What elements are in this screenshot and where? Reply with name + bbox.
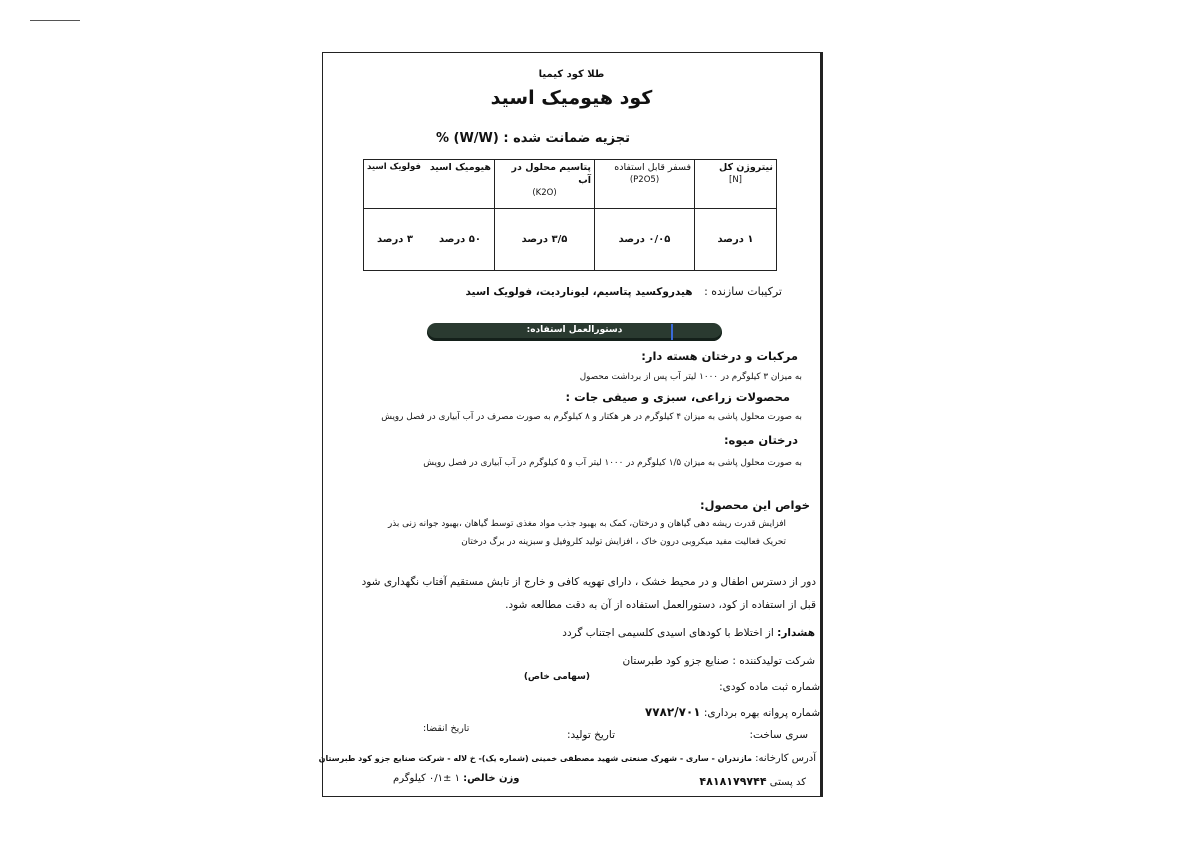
factory-address xyxy=(319,753,816,764)
properties-line: افزایش قدرت ریشه دهی گیاهان و درختان، کمک به بهبود جذب مواد مغذی توسط گیاهان ،بهبود جوانه زنی بذر xyxy=(388,519,786,529)
properties-heading: خواص این محصول: xyxy=(699,498,810,512)
warning-label: هشدار: xyxy=(777,627,815,639)
producer xyxy=(623,655,816,667)
section-heading: درختان میوه: xyxy=(723,433,798,447)
storage-line: دور از دسترس اطفال و در محیط خشک ، دارای تهویه کافی و خارج از تابش مستقیم آفتاب نگهداری شود xyxy=(361,576,816,588)
warning-text: از اختلاط با کودهای اسیدی کلسیمی اجتناب گردد xyxy=(562,627,774,639)
product-label xyxy=(318,52,823,797)
ingredients-value: هیدروکسید پتاسیم، لیوناردیت، فولویک اسید xyxy=(465,286,693,298)
instructions-bar-mark xyxy=(671,324,673,340)
table-cell-humic: ۵۰ درصد xyxy=(438,234,481,245)
warning xyxy=(562,627,815,639)
table-row xyxy=(364,209,777,271)
postal-code-label: کد پستی xyxy=(769,777,806,788)
license-value: ۷۷۸۲/۷۰۱ xyxy=(644,705,701,719)
ingredients xyxy=(465,285,782,298)
producer-value: صنایع جزو کود طبرستان xyxy=(622,655,729,667)
storage-line: قبل از استفاده از کود، دستورالعمل استفاده از آن به دقت مطالعه شود. xyxy=(505,599,816,611)
section-text: به صورت محلول پاشی به میزان ۱/۵ کیلوگرم در ۱۰۰۰ لیتر آب و ۵ کیلوگرم در آب آبیاری در فصل رویش xyxy=(423,458,802,468)
net-weight-label: وزن خالص: xyxy=(463,773,520,784)
net-weight-unit: کیلوگرم xyxy=(393,773,426,784)
postal-code xyxy=(699,775,806,788)
factory-address-value: مازندران - ساری - شهرک صنعتی شهید مصطفی خمینی (شماره یک)- خ لاله - شرکت صنایع جزو کود طبرستان xyxy=(318,754,752,763)
ingredients-label: ترکیبات سازنده : xyxy=(704,285,782,298)
registration-label: شماره ثبت ماده کودی: xyxy=(719,681,820,693)
instructions-title: دستورالعمل استفاده: xyxy=(526,325,623,335)
table-cell-fulvic: ۳ درصد xyxy=(377,234,413,245)
net-weight xyxy=(393,773,520,784)
section-text: به میزان ۳ کیلوگرم در ۱۰۰۰ لیتر آب پس از برداشت محصول xyxy=(579,372,802,382)
brand-name: طلا کود کیمیا xyxy=(538,69,605,80)
table-header: پتاسیم محلول در آب (K2O) xyxy=(495,160,595,209)
table-cell xyxy=(364,209,495,271)
table-header: نیتروژن کل [N] xyxy=(695,160,777,209)
table-cell: ۳/۵ درصد xyxy=(495,209,595,271)
producer-type: (سهامی خاص) xyxy=(523,672,590,682)
production-date-label: تاریخ تولید: xyxy=(567,729,615,741)
product-title: کود هیومیک اسید xyxy=(490,87,653,109)
section-text: به صورت محلول پاشی به میزان ۴ کیلوگرم در هر هکتار و ۸ کیلوگرم به صورت مصرف در آب آبیاری در فصل رویش xyxy=(381,412,802,422)
properties-line: تحریک فعالیت مفید میکروبی درون خاک ، افزایش تولید کلروفیل و سبزینه در برگ درختان xyxy=(461,537,786,547)
expiry-date-label: تاریخ انقضا: xyxy=(423,723,470,734)
table-header: فسفر قابل استفاده (P2O5) xyxy=(595,160,695,209)
batch-label: سری ساخت: xyxy=(749,729,808,741)
analysis-table xyxy=(363,159,777,271)
producer-label: شرکت تولیدکننده : xyxy=(732,655,815,667)
section-heading: مرکبات و درختان هسته دار: xyxy=(641,349,798,363)
table-cell: ۰/۰۵ درصد xyxy=(595,209,695,271)
factory-address-label: آدرس کارخانه: xyxy=(755,753,816,764)
table-cell: ۱ درصد xyxy=(695,209,777,271)
instructions-bar xyxy=(427,323,722,341)
postal-code-value: ۴۸۱۸۱۷۹۷۴۴ xyxy=(699,775,767,788)
table-header-row xyxy=(364,160,777,209)
section-heading: محصولات زراعی، سبزی و صیفی جات : xyxy=(565,390,790,404)
license-label: شماره پروانه بهره برداری: xyxy=(703,707,820,719)
table-header-humic: هیومیک اسید xyxy=(429,162,491,173)
corner-line xyxy=(30,20,80,21)
net-weight-value: ۱ ±۰/۱ xyxy=(428,773,460,784)
table-header-fulvic: فولویک اسید xyxy=(367,162,421,172)
table-header xyxy=(364,160,495,209)
analysis-title: تجزیه ضمانت شده : (W/W) % xyxy=(435,131,630,146)
license xyxy=(645,705,820,719)
